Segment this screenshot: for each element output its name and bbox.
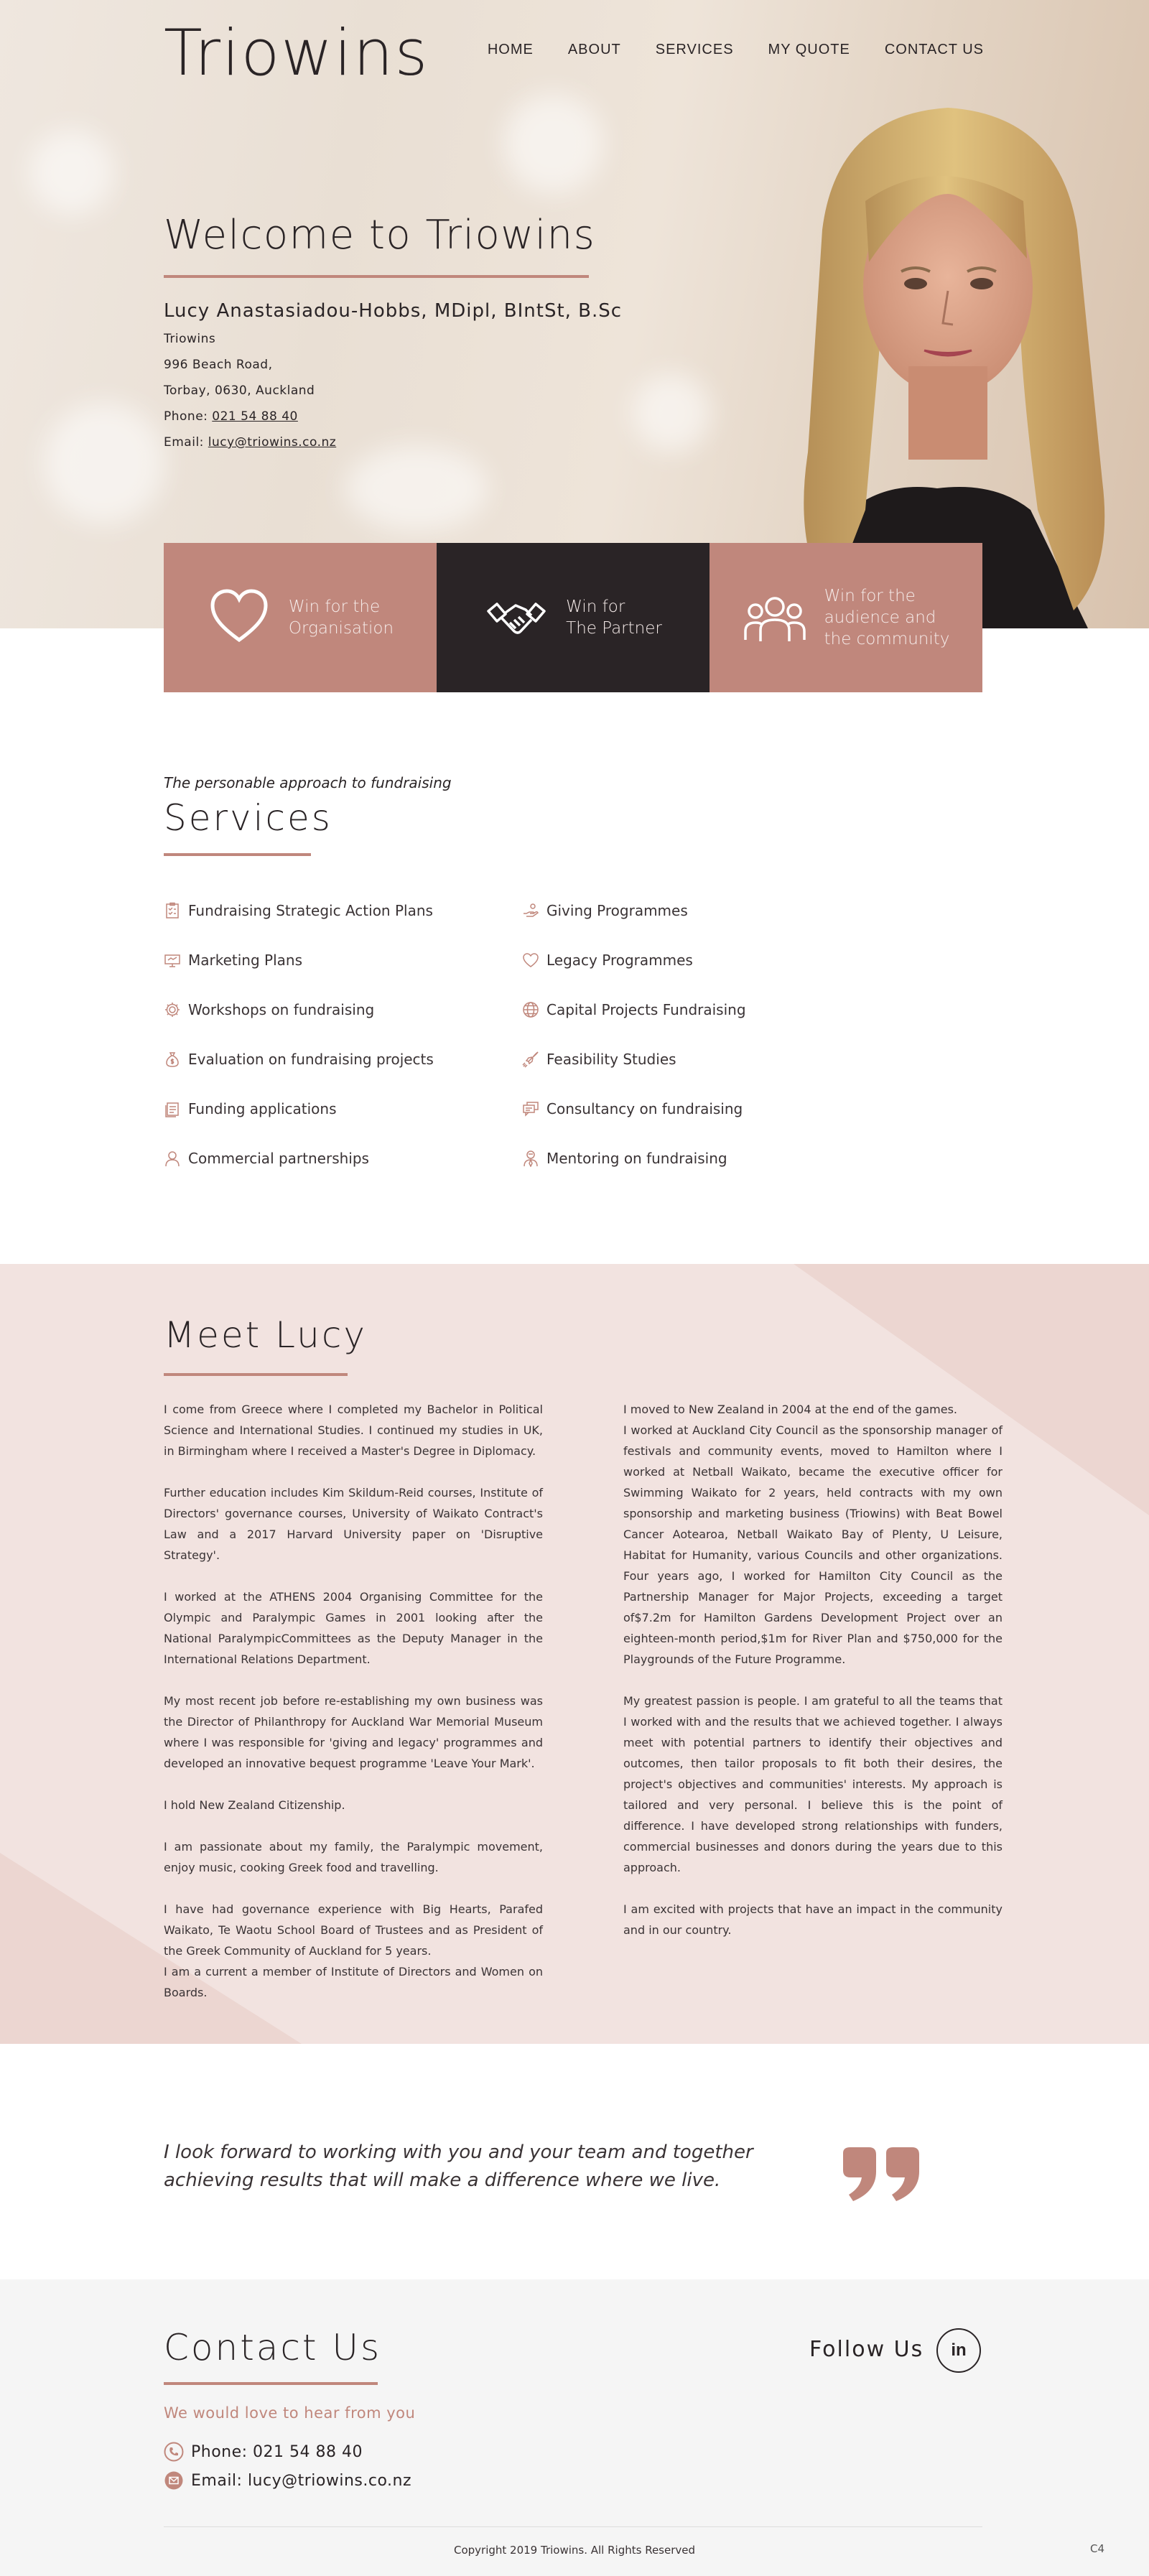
heart-icon bbox=[522, 952, 539, 969]
document-icon bbox=[164, 1100, 181, 1117]
welcome-heading: Welcome to Triowins bbox=[164, 212, 596, 259]
people-icon bbox=[743, 585, 807, 650]
meet-underline bbox=[164, 1373, 348, 1376]
phone-line bbox=[164, 409, 298, 424]
service-item: Funding applications bbox=[164, 1100, 336, 1117]
company-name: Triowins bbox=[164, 332, 216, 346]
handshake-icon bbox=[484, 585, 549, 650]
nav-services[interactable]: SERVICES bbox=[655, 42, 734, 57]
nav-about[interactable]: ABOUT bbox=[567, 42, 621, 57]
main-nav bbox=[488, 42, 984, 58]
meet-heading: Meet Lucy bbox=[164, 1314, 367, 1356]
win-partner-label: Win for The Partner bbox=[566, 597, 662, 638]
contact-heading: Contact Us bbox=[164, 2327, 382, 2368]
service-item: Legacy Programmes bbox=[522, 952, 693, 969]
person-name: Lucy Anastasiadou-Hobbs, MDipl, BIntSt, B.Sc bbox=[164, 300, 623, 322]
giving-hand-icon bbox=[522, 902, 539, 919]
copyright-text: Copyright 2019 Triowins. All Rights Reserved bbox=[453, 2544, 696, 2557]
service-item: Feasibility Studies bbox=[522, 1051, 676, 1068]
hero-section bbox=[0, 0, 1149, 628]
clipboard-icon bbox=[164, 902, 181, 919]
services-underline bbox=[164, 853, 311, 856]
globe-icon bbox=[522, 1001, 539, 1018]
service-item: Consultancy on fundraising bbox=[522, 1100, 743, 1117]
services-heading: Services bbox=[164, 797, 332, 839]
contact-email[interactable]: Email: lucy@triowins.co.nz bbox=[164, 2470, 411, 2491]
bio-paragraph: I am excited with projects that have an impact in the community and in our country. bbox=[623, 1902, 1003, 1937]
bio-paragraph: I am a current a member of Institute of Directors and Women on Boards. bbox=[164, 1965, 543, 1999]
service-item: Capital Projects Fundraising bbox=[522, 1001, 746, 1018]
address-city: Torbay, 0630, Auckland bbox=[164, 383, 315, 398]
bio-paragraph: I come from Greece where I completed my Bachelor in Political Science and International Studies. I continued my studies in UK, in Birmingham where I received a Master's Degree in Diplomacy. bbox=[164, 1403, 543, 1458]
quote-mark-icon bbox=[840, 2147, 923, 2201]
nav-my-quote[interactable]: MY QUOTE bbox=[768, 42, 850, 57]
bio-paragraph: My greatest passion is people. I am grateful to all the teams that I worked with and the results that we achieved together. I always meet with potential partners to identify their objectives and outcomes, then tailor proposals to fit both their desires, the project's objectives and communities' interests. My approach is tailored and very personal. I believe this is the point of difference. I have developed strong relationships with funders, commercial businesses and donors during the years due to this approach. bbox=[623, 1694, 1003, 1874]
service-item: Evaluation on fundraising projects bbox=[164, 1051, 434, 1068]
nav-home[interactable]: HOME bbox=[487, 42, 534, 57]
service-item: Fundraising Strategic Action Plans bbox=[164, 902, 433, 919]
contact-section bbox=[0, 2279, 1149, 2576]
bio-paragraph: I moved to New Zealand in 2004 at the end of the games. bbox=[623, 1403, 957, 1416]
email-link[interactable]: lucy@triowins.co.nz bbox=[208, 435, 337, 450]
service-item: Workshops on fundraising bbox=[164, 1001, 374, 1018]
money-bag-icon bbox=[164, 1051, 181, 1068]
contact-phone[interactable]: Phone: 021 54 88 40 bbox=[164, 2442, 363, 2462]
phone-label: Phone: bbox=[164, 409, 213, 424]
bio-paragraph: I have had governance experience with Big Hearts, Parafed Waikato, Te Waotu School Board of Trustees and as President of the Greek Community of Auckland for 5 years. bbox=[164, 1902, 543, 1958]
meet-lucy-section bbox=[0, 1264, 1149, 2044]
win-partner-box bbox=[437, 543, 710, 692]
brand-logo[interactable]: Triowins bbox=[164, 16, 429, 90]
contact-subtitle: We would love to hear from you bbox=[164, 2404, 416, 2422]
bio-paragraph: My most recent job before re-establishing my own business was the Director of Philanthropy for Auckland War Memorial Museum where I was responsible for 'giving and legacy' programmes and developed an innovative bequest programme 'Leave Your Mark'. bbox=[164, 1694, 543, 1770]
email-label: Email: bbox=[164, 435, 208, 450]
services-tagline: The personable approach to fundraising bbox=[164, 774, 452, 791]
win-community-label: Win for the audience and the community bbox=[824, 587, 950, 648]
monitor-icon bbox=[164, 952, 181, 969]
heart-icon bbox=[207, 585, 271, 650]
win-organisation-label: Win for the Organisation bbox=[288, 597, 394, 638]
chat-icon bbox=[522, 1100, 539, 1117]
phone-icon bbox=[164, 2442, 184, 2462]
service-item: Giving Programmes bbox=[522, 902, 688, 919]
service-item: Marketing Plans bbox=[164, 952, 302, 969]
person-icon bbox=[164, 1150, 181, 1167]
welcome-underline bbox=[164, 275, 589, 278]
bio-paragraph: I worked at Auckland City Council as the sponsorship manager of festivals and community events, moved to Hamilton where I worked at Netball Waikato, became the executive officer for Swimming Waikato for 2 years, held contracts with my own sponsorship and marketing business (Triowins) with Beat Bowel Cancer Aotearoa, Netball Waikato Bay of Plenty, U Leisure, Habitat for Humanity, various Councils and other organizations. Four years ago, I worked for Hamilton City Council as the Partnership Manager for Major Projects, exceeding a target of$7.2m for Hamilton Gardens Development Project over an eighteen-month period,$1m for River Plan and $750,000 for the Playgrounds of the Future Programme. bbox=[623, 1423, 1003, 1666]
win-organisation-box bbox=[164, 543, 437, 692]
bio-paragraph: Further education includes Kim Skildum-Reid courses, Institute of Directors' governance courses, University of Waikato Contract's Law and a 2017 Harvard University paper on 'Disruptive Strategy'. bbox=[164, 1486, 543, 1562]
quote-text: I look forward to working with you and your team and together achieving results that will make a difference where we live. bbox=[164, 2142, 753, 2191]
follow-us-label: Follow Us bbox=[809, 2337, 924, 2362]
corner-badge: C4 bbox=[1089, 2542, 1104, 2555]
bio-paragraph: I hold New Zealand Citizenship. bbox=[164, 1798, 345, 1812]
rocket-icon bbox=[522, 1051, 539, 1068]
gear-icon bbox=[164, 1001, 181, 1018]
linkedin-icon[interactable]: in bbox=[936, 2328, 981, 2373]
phone-link[interactable]: 021 54 88 40 bbox=[212, 409, 298, 424]
nav-contact-us[interactable]: CONTACT US bbox=[884, 42, 984, 57]
win-boxes bbox=[164, 543, 982, 692]
mentor-icon bbox=[522, 1150, 539, 1167]
meet-left-column bbox=[164, 1399, 543, 2003]
contact-underline bbox=[164, 2382, 378, 2385]
address-street: 996 Beach Road, bbox=[164, 358, 273, 372]
meet-right-column bbox=[623, 1399, 1003, 1961]
win-community-box bbox=[710, 543, 982, 692]
service-item: Mentoring on fundraising bbox=[522, 1150, 727, 1167]
service-item: Commercial partnerships bbox=[164, 1150, 369, 1167]
footer-divider bbox=[164, 2526, 982, 2527]
email-line bbox=[164, 435, 336, 450]
envelope-icon bbox=[164, 2470, 184, 2491]
bio-paragraph: I worked at the ATHENS 2004 Organising Committee for the Olympic and Paralympic Games in 2001 looking after the National ParalympicCommittees as the Deputy Manager in the International Relations Department. bbox=[164, 1590, 543, 1666]
bio-paragraph: I am passionate about my family, the Paralympic movement, enjoy music, cooking Greek food and travelling. bbox=[164, 1840, 543, 1874]
